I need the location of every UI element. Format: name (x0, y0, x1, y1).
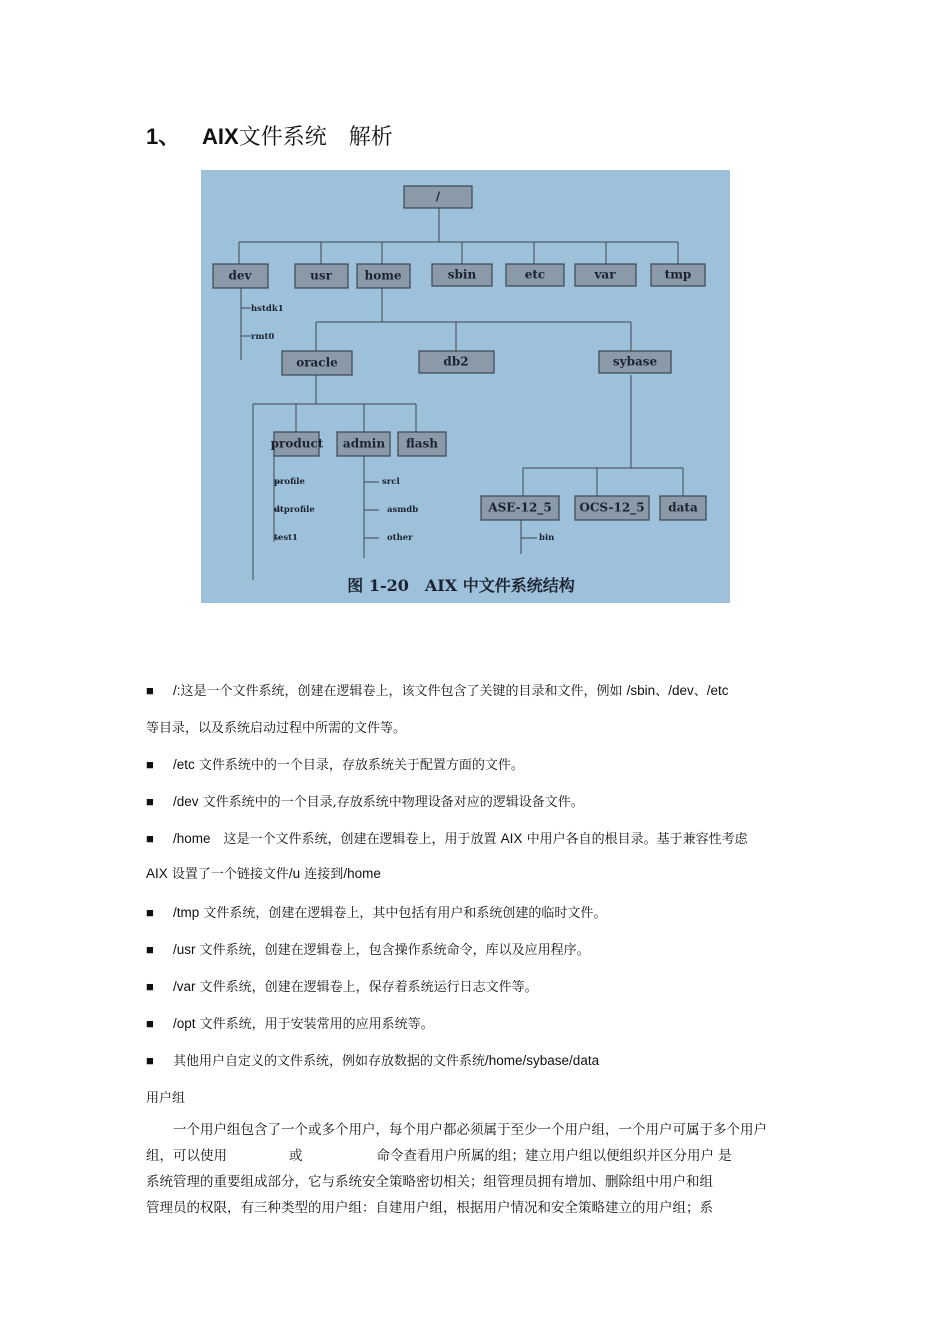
leaf-other: other (387, 533, 413, 543)
paragraph-line-4: 管理员的权限，有三种类型的用户组：自建用户组，根据用户情况和安全策略建立的用户组；系 (146, 1200, 713, 1216)
aix-filesystem-figure (201, 170, 730, 603)
paragraph-line-2: 组，可以使用 或 命令查看用户所属的组；建立用户组以便组织并区分用户 是 (146, 1148, 732, 1164)
svg-text:etc: etc (524, 267, 546, 282)
bullet-opt: ■ /opt 文件系统，用于安装常用的应用系统等。 (146, 1016, 434, 1032)
node-usr (295, 264, 348, 288)
heading-aix: AIX (202, 124, 239, 149)
svg-text:flash: flash (406, 436, 438, 451)
svg-text:sybase: sybase (612, 354, 658, 369)
svg-text:admin: admin (342, 436, 386, 451)
svg-text:OCS-12_5: OCS-12_5 (579, 500, 645, 515)
leaf-profile: profile (274, 477, 305, 487)
leaf-srcl: srcl (382, 477, 400, 487)
leaf-hstdk1: hstdk1 (251, 304, 284, 314)
svg-text:tmp: tmp (664, 267, 692, 282)
node-ase (481, 496, 559, 520)
svg-text:product: product (270, 436, 324, 451)
node-ocs (575, 496, 649, 520)
svg-text:sbin: sbin (447, 267, 477, 282)
bullet-etc: ■ /etc 文件系统中的一个目录，存放系统关于配置方面的文件。 (146, 757, 524, 773)
node-tmp (651, 264, 705, 286)
figure-caption: 图 1-20 AIX 中文件系统结构 (347, 576, 575, 595)
svg-text:ASE-12_5: ASE-12_5 (488, 500, 552, 515)
paragraph-line-3: 系统管理的重要组成部分，它与系统安全策略密切相关；组管理员拥有增加、删除组中用户和组 (146, 1174, 713, 1190)
page-heading (146, 120, 393, 151)
leaf-dtprofile: dtprofile (274, 505, 315, 515)
bullet-var: ■ /var 文件系统，创建在逻辑卷上，保存着系统运行日志文件等。 (146, 979, 538, 995)
svg-text:data: data (668, 500, 698, 515)
node-etc (506, 264, 564, 286)
leaf-rmt0: rmt0 (251, 332, 275, 342)
node-dev (213, 264, 268, 288)
leaf-asmdb: asmdb (387, 505, 419, 515)
paragraph-line-1: 一个用户组包含了一个或多个用户，每个用户都必须属于至少一个用户组，一个用户可属于多个用户 (146, 1122, 767, 1138)
bullet-root-fs: ■ /:这是一个文件系统，创建在逻辑卷上，该文件包含了关键的目录和文件，例如 /sbin、/dev、/etc (146, 683, 729, 699)
bullet-home: ■ /home 这是一个文件系统，创建在逻辑卷上，用于放置 AIX 中用户各自的根目录。基于兼容性考虑 (146, 831, 748, 847)
leaf-bin: bin (539, 533, 555, 543)
filesystem-tree-diagram (201, 170, 730, 603)
bullet-dev: ■ /dev 文件系统中的一个目录,存放系统中物理设备对应的逻辑设备文件。 (146, 794, 584, 810)
bullet-home-cont: AIX 设置了一个链接文件/u 连接到/home (146, 866, 381, 882)
svg-text:/: / (435, 189, 441, 204)
svg-text:home: home (364, 268, 402, 283)
heading-text: 文件系统 解析 (238, 125, 393, 150)
heading-number: 1、 (146, 124, 181, 149)
node-admin (337, 432, 390, 456)
section-paragraph (146, 1117, 808, 1221)
svg-text:dev: dev (228, 268, 252, 283)
node-product (271, 432, 324, 456)
svg-text:db2: db2 (443, 354, 469, 369)
bullet-mark: ■ (146, 683, 154, 698)
svg-text:usr: usr (310, 268, 332, 283)
node-home (357, 264, 410, 288)
node-data (660, 496, 706, 520)
node-db2 (419, 351, 494, 373)
node-flash (398, 432, 446, 456)
node-var (575, 264, 636, 286)
svg-text:oracle: oracle (296, 355, 338, 370)
node-sybase (599, 351, 671, 373)
leaf-test1: test1 (274, 533, 298, 543)
section-title: 用户组 (146, 1091, 186, 1106)
bullet-usr: ■ /usr 文件系统，创建在逻辑卷上，包含操作系统命令，库以及应用程序。 (146, 942, 590, 958)
svg-text:var: var (594, 267, 616, 282)
bullet-tmp: ■ /tmp 文件系统，创建在逻辑卷上，其中包括有用户和系统创建的临时文件。 (146, 905, 607, 921)
node-oracle (282, 351, 352, 375)
bullet-root-fs-cont: 等目录，以及系统启动过程中所需的文件等。 (146, 721, 407, 736)
bullet-custom-fs: ■ 其他用户自定义的文件系统，例如存放数据的文件系统/home/sybase/data (146, 1053, 600, 1069)
node-sbin (432, 264, 492, 286)
node-root (404, 186, 472, 208)
